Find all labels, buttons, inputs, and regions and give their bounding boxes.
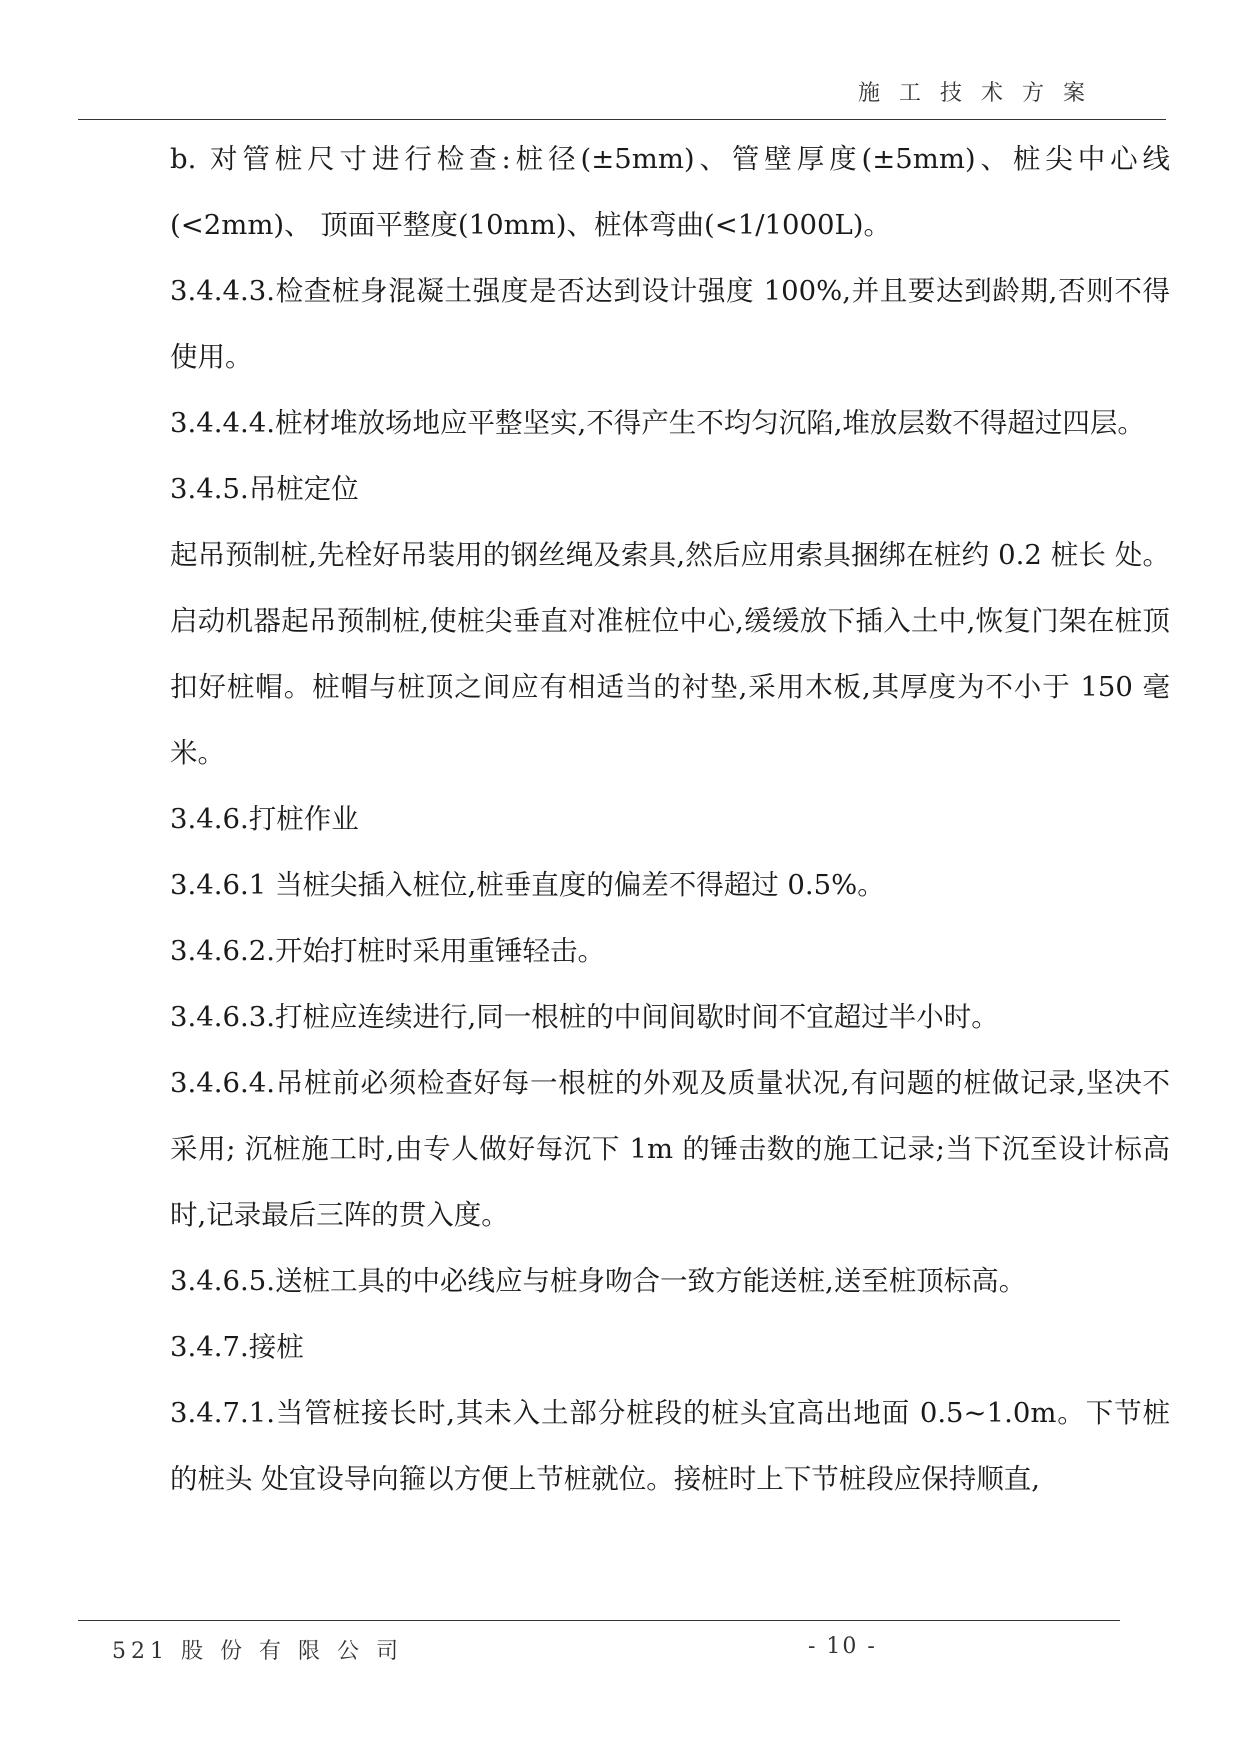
paragraph: b. 对管桩尺寸进行检查:桩径(±5mm)、管壁厚度(±5mm)、桩尖中心线(<2mm)、 顶面平整度(10mm)、桩体弯曲(<1/1000L)。 [170, 143, 1170, 241]
header-title: 施 工 技 术 方 案 [858, 81, 1091, 106]
paragraph: 3.4.7.1.当管桩接长时,其未入土部分桩段的桩头宜高出地面 0.5~1.0m。下节桩的桩头 处宜设导向箍以方便上节桩就位。接桩时上下节桩段应保持顺直, [170, 1397, 1170, 1495]
footer-company: 521 股 份 有 限 公 司 [112, 1639, 403, 1664]
page-number: - 10 - [808, 1634, 877, 1659]
paragraph: 3.4.6.5.送桩工具的中必线应与桩身吻合一致方能送桩,送至桩顶标高。 [170, 1265, 1027, 1297]
paragraph: 3.4.6.3.打桩应连续进行,同一根桩的中间间歇时间不宜超过半小时。 [170, 1001, 999, 1033]
footer-divider [78, 1620, 1120, 1621]
paragraph: 3.4.4.4.桩材堆放场地应平整坚实,不得产生不均匀沉陷,堆放层数不得超过四层。 [170, 407, 1145, 439]
paragraph: 起吊预制桩,先栓好吊装用的钢丝绳及索具,然后应用索具捆绑在桩约 0.2 桩长 处。启动机器起吊预制桩,使桩尖垂直对准桩位中心,缓缓放下插入土中,恢复门架在桩顶扣好桩帽。桩帽与桩顶之间应有相适当的衬垫,采用木板,其厚度为不小于 150 毫米。 [170, 539, 1170, 769]
section-heading: 3.4.6.打桩作业 [170, 803, 359, 835]
paragraph: 3.4.6.2.开始打桩时采用重锤轻击。 [170, 935, 605, 967]
document-body [170, 126, 1170, 1512]
section-heading: 3.4.5.吊桩定位 [170, 473, 359, 505]
paragraph: 3.4.6.4.吊桩前必须检查好每一根桩的外观及质量状况,有问题的桩做记录,坚决不采用; 沉桩施工时,由专人做好每沉下 1m 的锤击数的施工记录;当下沉至设计标高时,记录最后三阵的贯入度。 [170, 1067, 1170, 1231]
paragraph: 3.4.4.3.检查桩身混凝土强度是否达到设计强度 100%,并且要达到龄期,否则不得使用。 [170, 275, 1170, 373]
header-divider [78, 119, 1166, 120]
paragraph: 3.4.6.1 当桩尖插入桩位,桩垂直度的偏差不得超过 0.5%。 [170, 869, 885, 901]
section-heading: 3.4.7.接桩 [170, 1331, 304, 1363]
